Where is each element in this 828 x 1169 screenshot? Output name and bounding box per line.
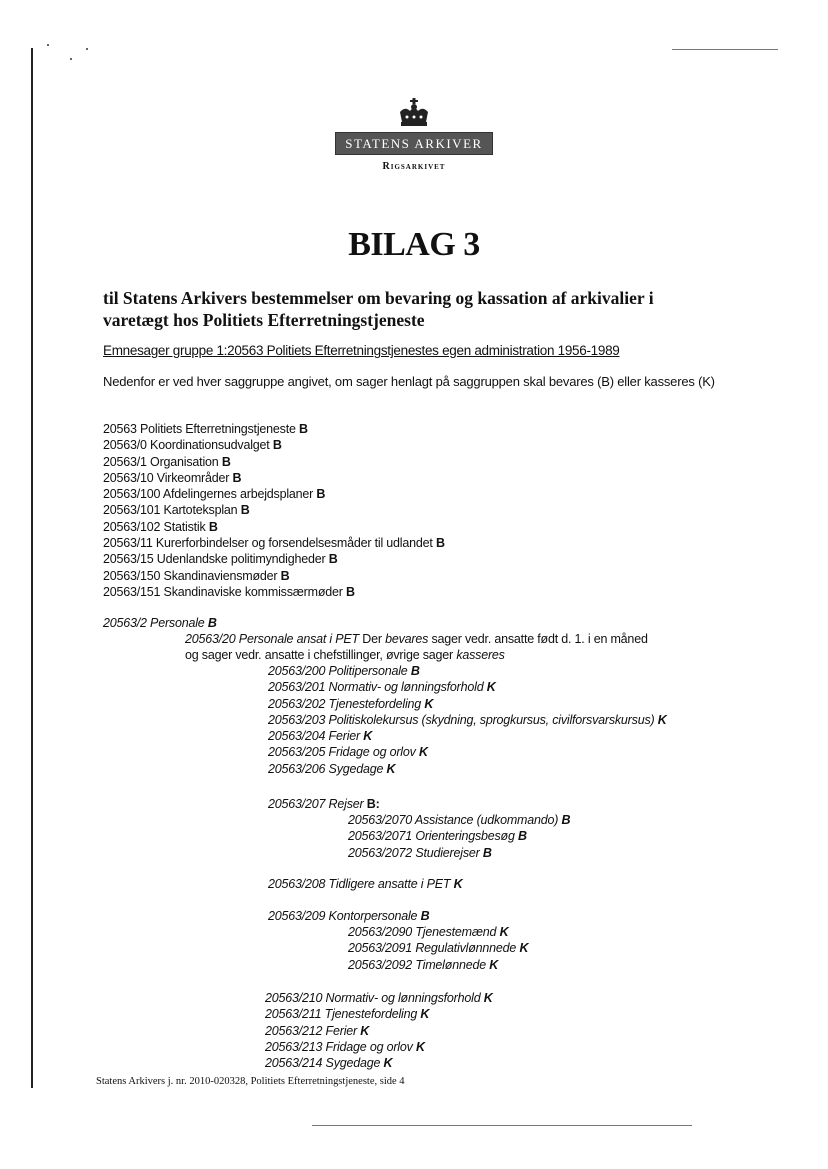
- scan-edge-line: [31, 48, 33, 1088]
- document-title: BILAG 3: [348, 226, 480, 263]
- list-item: 20563/150 Skandinaviensmøder B: [103, 568, 290, 583]
- list-item: 20563/10 Virkeområder B: [103, 470, 242, 485]
- list-item: 20563 Politiets Efterretningstjeneste B: [103, 422, 308, 436]
- list-item: 20563/101 Kartoteksplan B: [103, 503, 250, 518]
- list-item: 20563/200 Politipersonale B: [268, 664, 420, 678]
- list-item: 20563/100 Afdelingernes arbejdsplaner B: [103, 487, 326, 502]
- rejser-heading: 20563/207 Rejser B:: [268, 797, 380, 811]
- list-item: 20563/203 Politiskolekursus (skydning, sprogkursus, civilforsvarskursus) K: [268, 712, 667, 727]
- list-item: 20563/2092 Timelønnede K: [348, 957, 499, 972]
- list-item: 20563/2070 Assistance (udkommando) B: [348, 813, 571, 827]
- document-subtitle: til Statens Arkivers bestemmelser om bevaring og kassation af arkivalier i varetægt hos Politiets Efterretningstjeneste: [103, 288, 654, 330]
- list-item: 20563/210 Normativ- og lønningsforhold K: [265, 991, 493, 1005]
- personale-ansat-line-2: og sager vedr. ansatte i chefstillinger, øvrige sager kasseres: [185, 648, 505, 662]
- list-item: 20563/151 Skandinaviske kommissærmøder B: [103, 584, 355, 599]
- scan-dash: [672, 49, 778, 50]
- crown-icon: [397, 98, 431, 128]
- personale-ansat-line: 20563/20 Personale ansat i PET Der bevares sager vedr. ansatte født d. 1. i en måned: [185, 632, 648, 646]
- list-item: 20563/1 Organisation B: [103, 454, 231, 469]
- list-item: 20563/15 Udenlandske politimyndigheder B: [103, 552, 338, 567]
- tidligere-entry: 20563/208 Tidligere ansatte i PET K: [268, 877, 463, 891]
- kontor-list: [348, 924, 528, 973]
- scan-speck: [47, 44, 49, 46]
- logo-subtitle: Rigsarkivet: [382, 161, 446, 172]
- logo-bar: STATENS ARKIVER: [335, 132, 492, 155]
- group-heading: Emnesager gruppe 1:20563 Politiets Efterretningstjenestes egen administration 1956-1989: [103, 343, 620, 358]
- scan-speck: [70, 58, 72, 60]
- list-item: 20563/212 Ferier K: [265, 1023, 370, 1038]
- final-list: [265, 990, 493, 1071]
- scan-speck: [86, 48, 88, 50]
- intro-paragraph: Nedenfor er ved hver saggruppe angivet, om sager henlagt på saggruppen skal bevares (B) eller kasseres (K): [103, 374, 715, 389]
- personale-heading: 20563/2 Personale B: [103, 616, 217, 630]
- rejser-list: [348, 812, 570, 861]
- list-item: 20563/0 Koordinationsudvalget B: [103, 438, 282, 453]
- list-item: 20563/102 Statistik B: [103, 519, 218, 534]
- scan-dash: [312, 1125, 692, 1126]
- list-item: 20563/205 Fridage og orlov K: [268, 745, 428, 760]
- list-item: 20563/206 Sygedage K: [268, 761, 396, 776]
- page-footer: Statens Arkivers j. nr. 2010-020328, Politiets Efterretningstjeneste, side 4: [96, 1076, 405, 1087]
- entry-list: [103, 421, 445, 600]
- list-item: 20563/211 Tjenestefordeling K: [265, 1007, 430, 1022]
- kontor-heading: 20563/209 Kontorpersonale B: [268, 909, 430, 923]
- list-item: 20563/214 Sygedage K: [265, 1056, 393, 1071]
- personale-list: [268, 663, 667, 777]
- list-item: 20563/2091 Regulativlønnnede K: [348, 941, 529, 956]
- archive-logo: [0, 98, 828, 172]
- list-item: 20563/2090 Tjenestemænd K: [348, 925, 509, 939]
- list-item: 20563/213 Fridage og orlov K: [265, 1039, 425, 1054]
- list-item: 20563/2072 Studierejser B: [348, 845, 492, 860]
- list-item: 20563/2071 Orienteringsbesøg B: [348, 829, 527, 844]
- list-item: 20563/204 Ferier K: [268, 729, 373, 744]
- list-item: 20563/201 Normativ- og lønningsforhold K: [268, 680, 496, 695]
- list-item: 20563/202 Tjenestefordeling K: [268, 696, 434, 711]
- list-item: 20563/11 Kurerforbindelser og forsendelsesmåder til udlandet B: [103, 536, 445, 551]
